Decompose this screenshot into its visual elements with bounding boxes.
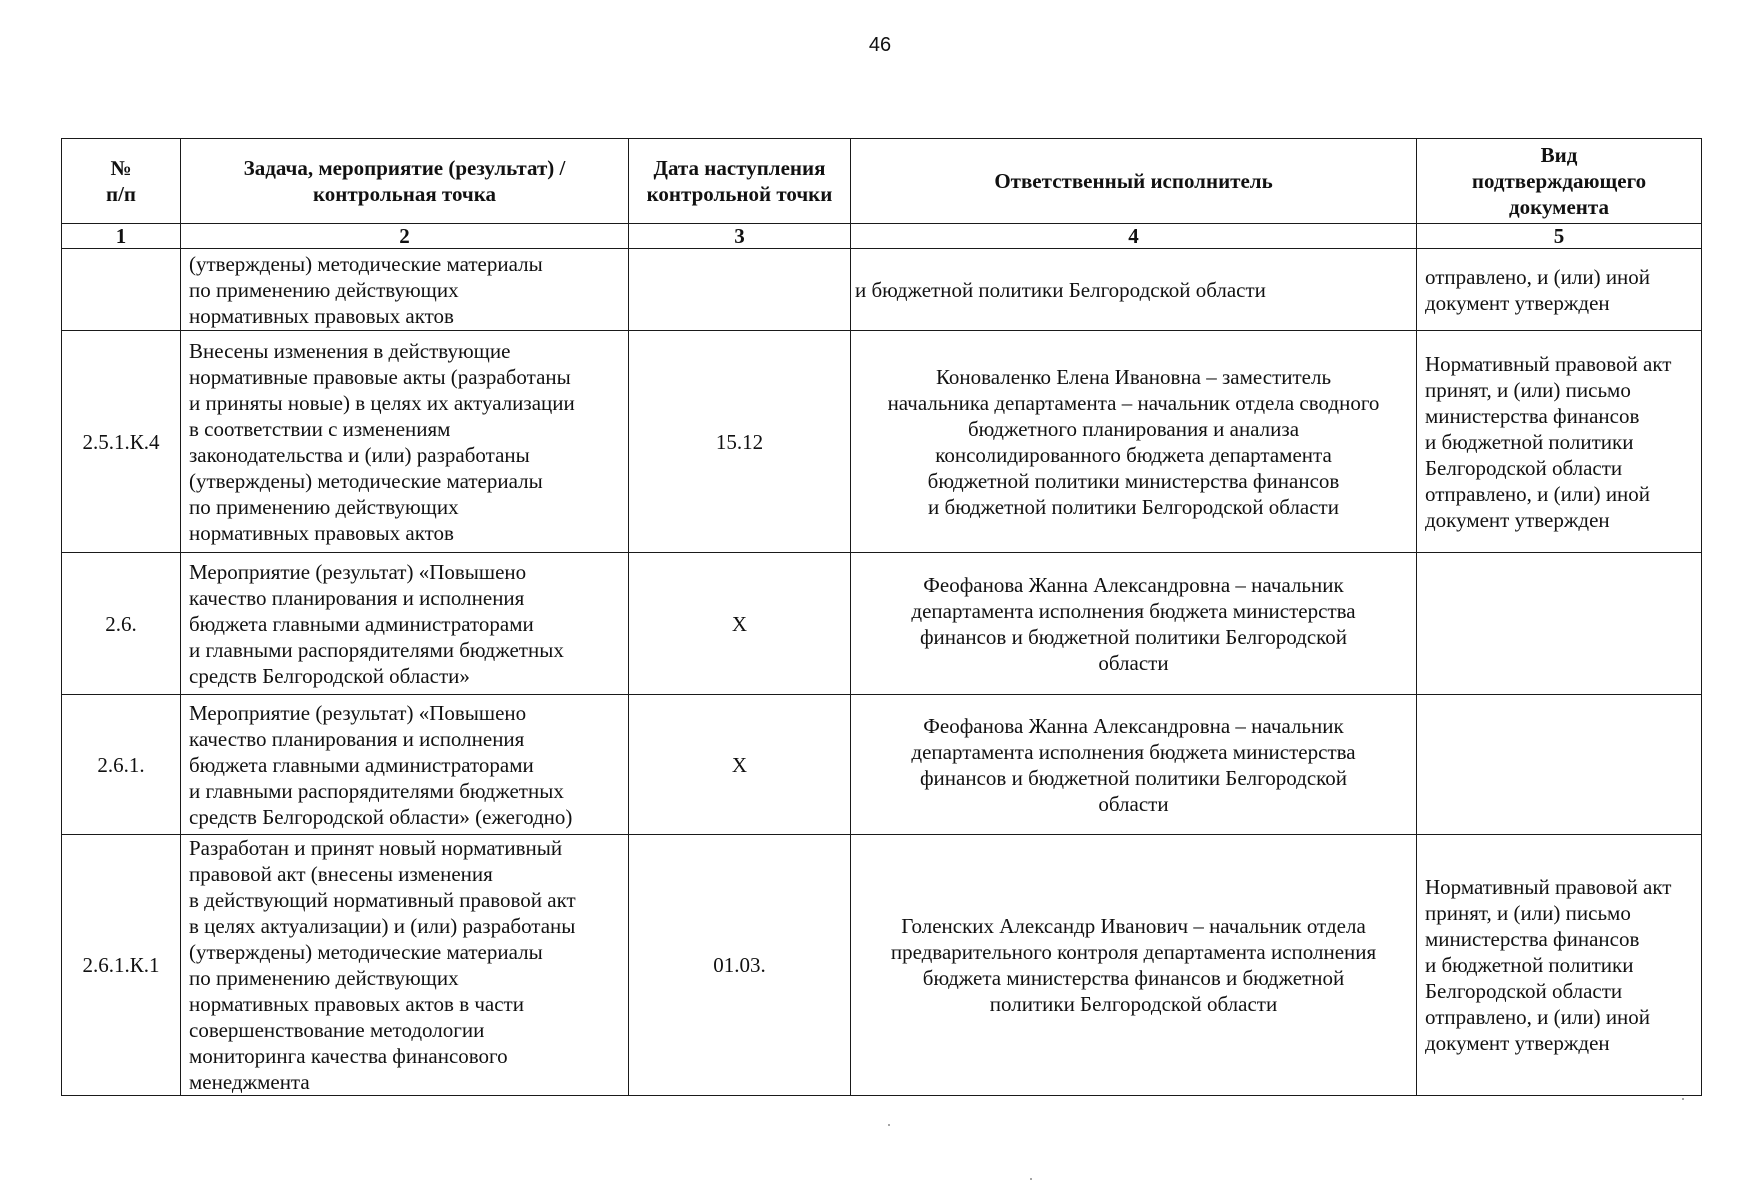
row-date: 01.03.	[629, 835, 851, 1096]
row-number	[62, 249, 181, 331]
column-number-5: 5	[1417, 224, 1702, 249]
header-document: Вид подтверждающего документа	[1417, 139, 1702, 224]
column-number-4: 4	[851, 224, 1417, 249]
table-row	[62, 249, 1702, 331]
row-date: 15.12	[629, 331, 851, 553]
column-number-row	[62, 224, 1702, 249]
row-responsible: Феофанова Жанна Александровна – начальник департамента исполнения бюджета министерства финансов и бюджетной политики Белгородской области	[851, 553, 1417, 695]
row-number: 2.6.1.К.1	[62, 835, 181, 1096]
scan-speck	[1030, 1178, 1032, 1180]
table-row	[62, 553, 1702, 695]
row-responsible: Голенских Александр Иванович – начальник отдела предварительного контроля департамента исполнения бюджета министерства финансов и бюджетной политики Белгородской области	[851, 835, 1417, 1096]
header-number: № п/п	[62, 139, 181, 224]
row-number: 2.5.1.К.4	[62, 331, 181, 553]
row-responsible: Феофанова Жанна Александровна – начальник департамента исполнения бюджета министерства финансов и бюджетной политики Белгородской области	[851, 695, 1417, 835]
row-task: Внесены изменения в действующие нормативные правовые акты (разработаны и приняты новые) в целях их актуализации в соответствии с изменениям законодательства и (или) разработаны (утверждены) методические материалы по применению действующих нормативных правовых актов	[181, 331, 629, 553]
row-number: 2.6.	[62, 553, 181, 695]
page-number: 46	[868, 34, 892, 56]
row-document: Нормативный правовой акт принят, и (или) письмо министерства финансов и бюджетной политики Белгородской области отправлено, и (или) иной документ утвержден	[1417, 331, 1702, 553]
header-task: Задача, мероприятие (результат) / контрольная точка	[181, 139, 629, 224]
row-date	[629, 249, 851, 331]
column-number-2: 2	[181, 224, 629, 249]
row-responsible: Коноваленко Елена Ивановна – заместитель начальника департамента – начальник отдела сводного бюджетного планирования и анализа консолидированного бюджета департамента бюджетной политики министерства финансов и бюджетной политики Белгородской области	[851, 331, 1417, 553]
scan-speck	[1682, 1098, 1684, 1100]
row-document: Нормативный правовой акт принят, и (или) письмо министерства финансов и бюджетной политики Белгородской области отправлено, и (или) иной документ утвержден	[1417, 835, 1702, 1096]
table-row	[62, 695, 1702, 835]
header-date: Дата наступления контрольной точки	[629, 139, 851, 224]
header-responsible: Ответственный исполнитель	[851, 139, 1417, 224]
scan-speck	[888, 1124, 890, 1126]
column-number-1: 1	[62, 224, 181, 249]
row-number: 2.6.1.	[62, 695, 181, 835]
control-points-table	[61, 138, 1702, 1096]
row-task: Разработан и принят новый нормативный правовой акт (внесены изменения в действующий нормативный правовой акт в целях актуализации) и (или) разработаны (утверждены) методические материалы по применению действующих нормативных правовых актов в части совершенствование методологии мониторинга качества финансового менеджмента	[181, 835, 629, 1096]
row-document: отправлено, и (или) иной документ утвержден	[1417, 249, 1702, 331]
row-date: Х	[629, 695, 851, 835]
row-responsible: и бюджетной политики Белгородской области	[851, 249, 1417, 331]
table-row	[62, 835, 1702, 1096]
row-document	[1417, 695, 1702, 835]
row-task: (утверждены) методические материалы по применению действующих нормативных правовых актов	[181, 249, 629, 331]
table-header-row	[62, 139, 1702, 224]
row-task: Мероприятие (результат) «Повышено качество планирования и исполнения бюджета главными администраторами и главными распорядителями бюджетных средств Белгородской области»	[181, 553, 629, 695]
table-row	[62, 331, 1702, 553]
row-document	[1417, 553, 1702, 695]
row-date: Х	[629, 553, 851, 695]
column-number-3: 3	[629, 224, 851, 249]
row-task: Мероприятие (результат) «Повышено качество планирования и исполнения бюджета главными администраторами и главными распорядителями бюджетных средств Белгородской области» (ежегодно)	[181, 695, 629, 835]
